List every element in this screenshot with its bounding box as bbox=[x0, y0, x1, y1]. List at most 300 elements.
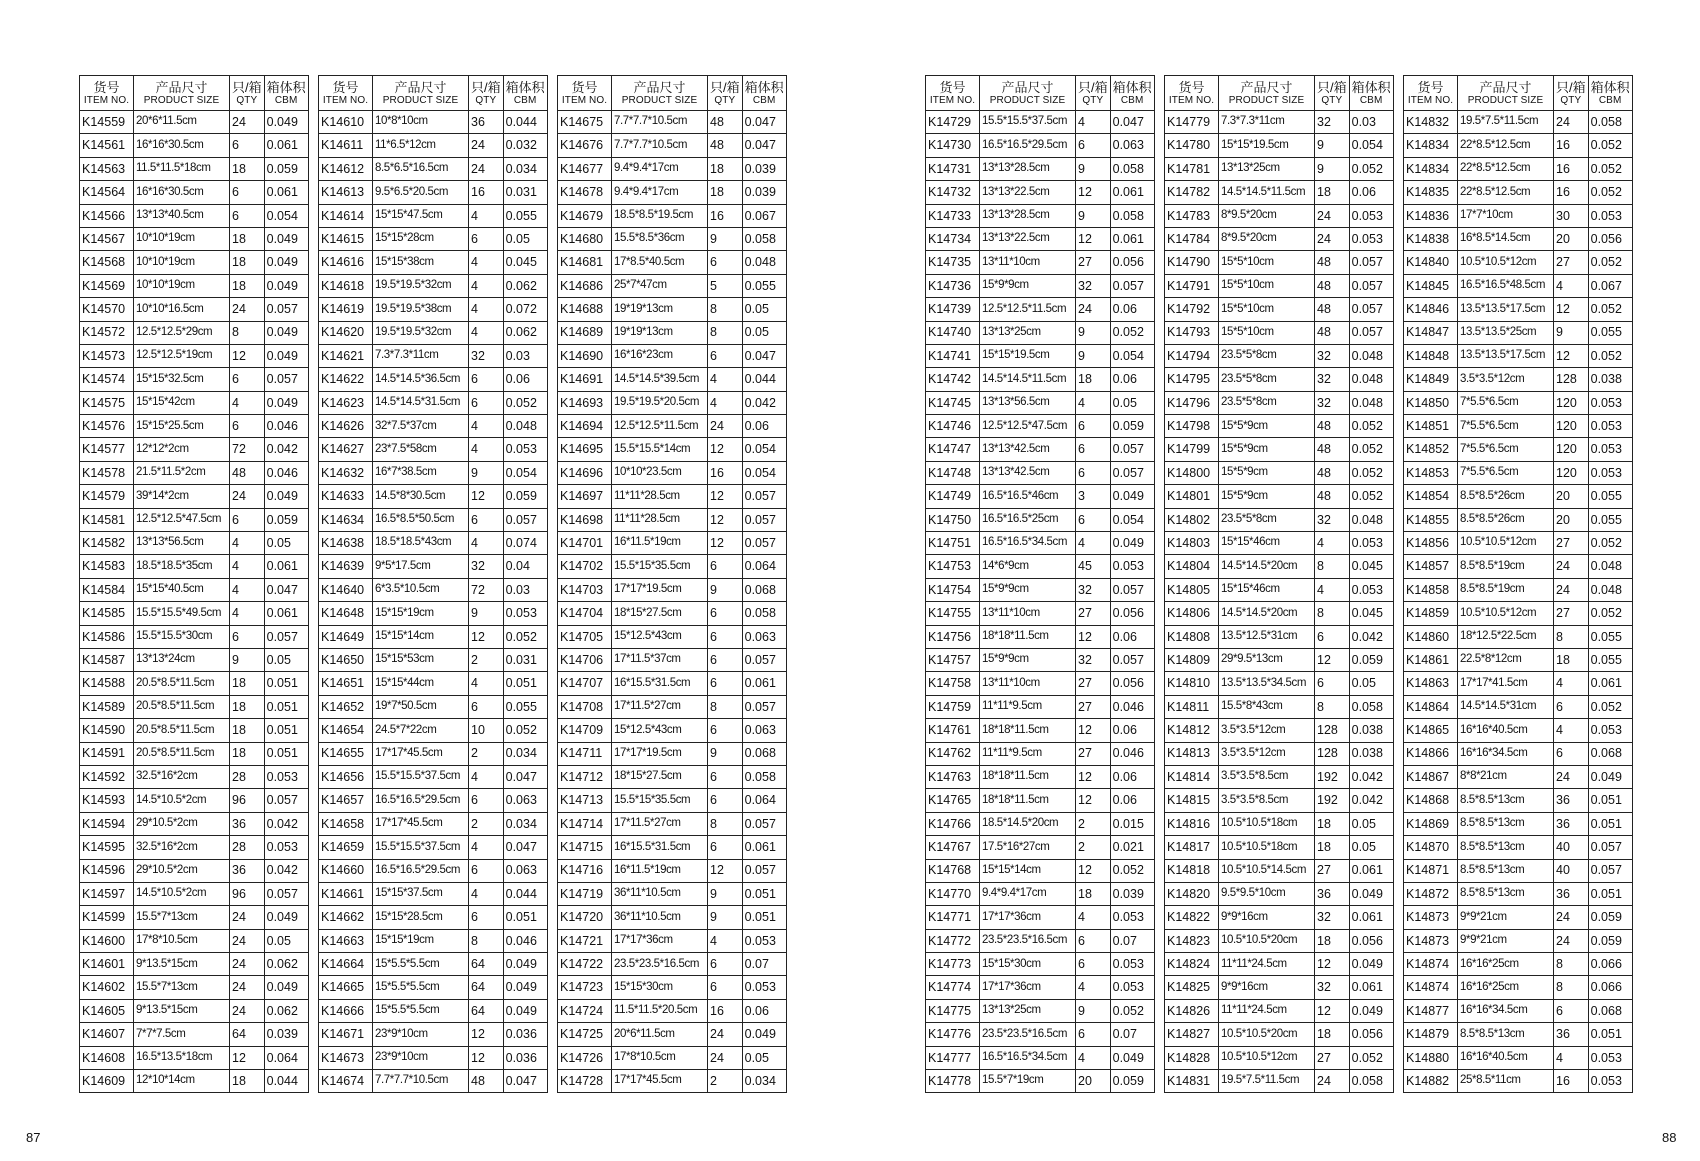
item-no-cell: K14696 bbox=[558, 461, 612, 484]
qty-cell: 6 bbox=[1076, 461, 1111, 484]
qty-cell: 27 bbox=[1076, 672, 1111, 695]
qty-header-zh: 只/箱 bbox=[710, 79, 740, 95]
item-no-cell: K14792 bbox=[1165, 298, 1219, 321]
table-row bbox=[319, 555, 548, 578]
table-row bbox=[319, 648, 548, 671]
cbm-header-zh: 箱体积 bbox=[266, 79, 306, 95]
product-size-cell: 10*10*23.5cm bbox=[612, 461, 708, 484]
cbm-cell: 0.053 bbox=[1110, 976, 1154, 999]
table-row bbox=[1404, 789, 1633, 812]
table-row bbox=[1165, 181, 1394, 204]
qty-cell: 32 bbox=[469, 344, 504, 367]
cbm-cell: 0.059 bbox=[264, 157, 308, 180]
table-row bbox=[1404, 906, 1633, 929]
item-no-cell: K14634 bbox=[319, 508, 373, 531]
cbm-cell: 0.039 bbox=[1110, 882, 1154, 905]
qty-cell: 4 bbox=[708, 368, 743, 391]
table-row bbox=[80, 602, 309, 625]
qty-cell: 18 bbox=[1315, 836, 1350, 859]
table-row bbox=[1165, 321, 1394, 344]
cbm-cell: 0.057 bbox=[742, 508, 786, 531]
table-row bbox=[558, 274, 787, 297]
qty-cell: 6 bbox=[1554, 742, 1589, 765]
cbm-cell: 0.059 bbox=[264, 508, 308, 531]
qty-cell: 4 bbox=[708, 391, 743, 414]
item-no-cell: K14775 bbox=[926, 999, 980, 1022]
product-size-cell: 16.5*16.5*29.5cm bbox=[373, 859, 469, 882]
product-size-cell: 12.5*12.5*11.5cm bbox=[612, 415, 708, 438]
qty-cell: 28 bbox=[230, 836, 265, 859]
product-size-cell: 14.5*14.5*39.5cm bbox=[612, 368, 708, 391]
product-size-cell: 17*11.5*27cm bbox=[612, 695, 708, 718]
cbm-cell: 0.044 bbox=[264, 1070, 308, 1093]
table-row bbox=[1404, 812, 1633, 835]
item-no-cell: K14590 bbox=[80, 719, 134, 742]
table-row bbox=[319, 508, 548, 531]
cbm-cell: 0.05 bbox=[742, 321, 786, 344]
table-row bbox=[926, 111, 1155, 134]
qty-cell: 2 bbox=[1076, 836, 1111, 859]
cbm-cell: 0.057 bbox=[742, 648, 786, 671]
cbm-cell: 0.046 bbox=[264, 415, 308, 438]
item-no-cell: K14593 bbox=[80, 789, 134, 812]
qty-cell: 9 bbox=[1554, 321, 1589, 344]
qty-cell: 18 bbox=[1076, 882, 1111, 905]
product-size-cell: 16*16*30.5cm bbox=[134, 181, 230, 204]
item-no-cell: K14709 bbox=[558, 719, 612, 742]
table-row bbox=[1404, 999, 1633, 1022]
cbm-cell: 0.034 bbox=[742, 1070, 786, 1093]
product-size-cell: 12.5*12.5*29cm bbox=[134, 321, 230, 344]
item-no-cell: K14648 bbox=[319, 602, 373, 625]
table-row bbox=[926, 1046, 1155, 1069]
product-size-cell: 15.5*15.5*37.5cm bbox=[373, 836, 469, 859]
item-no-cell: K14561 bbox=[80, 134, 134, 157]
item-no-cell: K14674 bbox=[319, 1070, 373, 1093]
cbm-cell: 0.056 bbox=[1588, 227, 1632, 250]
product-size-cell: 10.5*10.5*20cm bbox=[1219, 929, 1315, 952]
qty-cell: 48 bbox=[1315, 485, 1350, 508]
qty-cell: 2 bbox=[469, 742, 504, 765]
product-size-cell: 8.5*8.5*13cm bbox=[1458, 836, 1554, 859]
product-size-cell: 18*18*11.5cm bbox=[980, 719, 1076, 742]
qty-cell: 4 bbox=[230, 532, 265, 555]
qty-cell: 4 bbox=[469, 882, 504, 905]
cbm-cell: 0.056 bbox=[1349, 929, 1393, 952]
item-no-cell: K14575 bbox=[80, 391, 134, 414]
cbm-cell: 0.057 bbox=[742, 485, 786, 508]
product-size-cell: 15*5*10cm bbox=[1219, 321, 1315, 344]
qty-cell: 4 bbox=[1554, 1046, 1589, 1069]
cbm-cell: 0.047 bbox=[1110, 111, 1154, 134]
table-row bbox=[926, 742, 1155, 765]
table-row bbox=[1404, 344, 1633, 367]
qty-cell: 12 bbox=[708, 532, 743, 555]
cbm-cell: 0.036 bbox=[503, 1023, 547, 1046]
qty-cell: 12 bbox=[1076, 625, 1111, 648]
qty-cell: 48 bbox=[1315, 461, 1350, 484]
table-row bbox=[926, 812, 1155, 835]
qty-cell: 120 bbox=[1554, 438, 1589, 461]
product-size-cell: 15*15*30cm bbox=[980, 953, 1076, 976]
item-no-cell: K14803 bbox=[1165, 532, 1219, 555]
qty-cell: 36 bbox=[1554, 1023, 1589, 1046]
item-no-cell: K14697 bbox=[558, 485, 612, 508]
table-row bbox=[319, 157, 548, 180]
product-size-cell: 15.5*8.5*36cm bbox=[612, 227, 708, 250]
table-row bbox=[1165, 415, 1394, 438]
product-size-cell: 16*15.5*31.5cm bbox=[612, 672, 708, 695]
item-no-cell: K14801 bbox=[1165, 485, 1219, 508]
qty-cell: 18 bbox=[230, 695, 265, 718]
cbm-header-en: CBM bbox=[1359, 94, 1383, 106]
cbm-cell: 0.057 bbox=[742, 859, 786, 882]
item-no-cell: K14666 bbox=[319, 999, 373, 1022]
cbm-header bbox=[1349, 76, 1393, 111]
item-no-header-zh: 货号 bbox=[332, 79, 359, 95]
qty-cell: 18 bbox=[230, 157, 265, 180]
qty-cell: 18 bbox=[1315, 929, 1350, 952]
qty-cell: 6 bbox=[230, 415, 265, 438]
product-size-cell: 21.5*11.5*2cm bbox=[134, 461, 230, 484]
product-size-cell: 9*9*21cm bbox=[1458, 906, 1554, 929]
qty-cell: 128 bbox=[1315, 742, 1350, 765]
item-no-cell: K14579 bbox=[80, 485, 134, 508]
item-no-cell: K14847 bbox=[1404, 321, 1458, 344]
table-row bbox=[926, 555, 1155, 578]
product-size-cell: 29*10.5*2cm bbox=[134, 859, 230, 882]
qty-cell: 16 bbox=[469, 181, 504, 204]
cbm-cell: 0.045 bbox=[1349, 602, 1393, 625]
qty-cell: 12 bbox=[1076, 719, 1111, 742]
item-no-cell: K14816 bbox=[1165, 812, 1219, 835]
table-row bbox=[926, 859, 1155, 882]
table-row bbox=[1404, 485, 1633, 508]
item-no-header bbox=[926, 76, 980, 111]
table-row bbox=[1404, 1023, 1633, 1046]
product-size-cell: 15*5.5*5.5cm bbox=[373, 999, 469, 1022]
item-no-cell: K14757 bbox=[926, 648, 980, 671]
item-no-cell: K14673 bbox=[319, 1046, 373, 1069]
item-no-cell: K14651 bbox=[319, 672, 373, 695]
table-row bbox=[1404, 532, 1633, 555]
product-size-cell: 17*17*19.5cm bbox=[612, 578, 708, 601]
table-row bbox=[558, 742, 787, 765]
product-size-cell: 7.7*7.7*10.5cm bbox=[612, 111, 708, 134]
product-size-cell: 10*8*10cm bbox=[373, 111, 469, 134]
qty-cell: 24 bbox=[1554, 555, 1589, 578]
product-size-cell: 16.5*16.5*29.5cm bbox=[373, 789, 469, 812]
item-no-cell: K14708 bbox=[558, 695, 612, 718]
table-row bbox=[319, 882, 548, 905]
item-no-cell: K14733 bbox=[926, 204, 980, 227]
qty-header bbox=[708, 76, 743, 111]
qty-cell: 48 bbox=[1315, 321, 1350, 344]
table-row bbox=[926, 415, 1155, 438]
cbm-cell: 0.049 bbox=[1110, 532, 1154, 555]
table-row bbox=[926, 672, 1155, 695]
cbm-cell: 0.066 bbox=[1588, 953, 1632, 976]
cbm-cell: 0.057 bbox=[1349, 274, 1393, 297]
table-row bbox=[1165, 532, 1394, 555]
item-no-cell: K14721 bbox=[558, 929, 612, 952]
qty-cell: 48 bbox=[1315, 438, 1350, 461]
product-size-cell: 9*9*16cm bbox=[1219, 906, 1315, 929]
product-size-cell: 15*5*9cm bbox=[1219, 415, 1315, 438]
item-no-cell: K14742 bbox=[926, 368, 980, 391]
item-no-header-en: ITEM NO. bbox=[561, 94, 608, 106]
product-size-cell: 9*9*21cm bbox=[1458, 929, 1554, 952]
table-row bbox=[558, 719, 787, 742]
cbm-cell: 0.062 bbox=[264, 999, 308, 1022]
product-size-cell: 19.5*19.5*32cm bbox=[373, 321, 469, 344]
qty-cell: 192 bbox=[1315, 765, 1350, 788]
table-row bbox=[926, 508, 1155, 531]
item-no-cell: K14781 bbox=[1165, 157, 1219, 180]
cbm-cell: 0.049 bbox=[264, 391, 308, 414]
product-size-cell: 13*13*25cm bbox=[980, 321, 1076, 344]
product-size-cell: 15*15*14cm bbox=[373, 625, 469, 648]
table-row bbox=[80, 134, 309, 157]
product-size-cell: 13*13*56.5cm bbox=[980, 391, 1076, 414]
product-size-cell: 9*9*16cm bbox=[1219, 976, 1315, 999]
cbm-cell: 0.054 bbox=[1110, 344, 1154, 367]
qty-cell: 18 bbox=[1076, 368, 1111, 391]
table-row bbox=[926, 391, 1155, 414]
product-size-cell: 18*18*11.5cm bbox=[980, 625, 1076, 648]
product-size-cell: 16.5*16.5*46cm bbox=[980, 485, 1076, 508]
qty-cell: 9 bbox=[1076, 157, 1111, 180]
item-no-cell: K14762 bbox=[926, 742, 980, 765]
table-row bbox=[1404, 719, 1633, 742]
item-no-header-zh: 货号 bbox=[571, 79, 598, 95]
qty-cell: 12 bbox=[708, 438, 743, 461]
item-no-cell: K14836 bbox=[1404, 204, 1458, 227]
product-size-cell: 18.5*18.5*35cm bbox=[134, 555, 230, 578]
qty-cell: 4 bbox=[469, 204, 504, 227]
cbm-cell: 0.052 bbox=[1588, 602, 1632, 625]
product-size-cell: 17*17*45.5cm bbox=[373, 742, 469, 765]
item-no-cell: K14749 bbox=[926, 485, 980, 508]
product-size-cell: 18*18*11.5cm bbox=[980, 789, 1076, 812]
cbm-header-zh: 箱体积 bbox=[744, 79, 784, 95]
table-row bbox=[1165, 859, 1394, 882]
product-size-cell: 17*8.5*40.5cm bbox=[612, 251, 708, 274]
item-no-cell: K14713 bbox=[558, 789, 612, 812]
qty-cell: 4 bbox=[469, 251, 504, 274]
cbm-cell: 0.057 bbox=[1110, 578, 1154, 601]
qty-cell: 27 bbox=[1076, 602, 1111, 625]
table-row bbox=[319, 204, 548, 227]
qty-header-zh: 只/箱 bbox=[1317, 79, 1347, 95]
qty-cell: 24 bbox=[230, 298, 265, 321]
table-row bbox=[80, 859, 309, 882]
qty-cell: 128 bbox=[1315, 719, 1350, 742]
product-size-cell: 13*13*22.5cm bbox=[980, 181, 1076, 204]
item-no-cell: K14745 bbox=[926, 391, 980, 414]
cbm-cell: 0.051 bbox=[1588, 789, 1632, 812]
product-size-cell: 8*9.5*20cm bbox=[1219, 204, 1315, 227]
qty-header-zh: 只/箱 bbox=[1556, 79, 1586, 95]
cbm-cell: 0.039 bbox=[742, 157, 786, 180]
qty-cell: 18 bbox=[708, 181, 743, 204]
product-size-cell: 11.5*11.5*20.5cm bbox=[612, 999, 708, 1022]
qty-cell: 36 bbox=[230, 859, 265, 882]
table-row bbox=[926, 204, 1155, 227]
qty-cell: 128 bbox=[1554, 368, 1589, 391]
cbm-cell: 0.054 bbox=[742, 461, 786, 484]
qty-cell: 32 bbox=[469, 555, 504, 578]
product-size-cell: 9*13.5*15cm bbox=[134, 999, 230, 1022]
product-size-cell: 17*11.5*37cm bbox=[612, 648, 708, 671]
item-no-cell: K14626 bbox=[319, 415, 373, 438]
product-table-2 bbox=[318, 75, 548, 1093]
product-size-cell: 11.5*11.5*18cm bbox=[134, 157, 230, 180]
table-row bbox=[80, 251, 309, 274]
qty-cell: 12 bbox=[1554, 344, 1589, 367]
qty-cell: 4 bbox=[469, 672, 504, 695]
product-size-cell: 8.5*8.5*19cm bbox=[1458, 555, 1554, 578]
table-row bbox=[319, 251, 548, 274]
product-size-cell: 8.5*8.5*19cm bbox=[1458, 578, 1554, 601]
cbm-cell: 0.06 bbox=[1110, 719, 1154, 742]
product-size-cell: 18*15*27.5cm bbox=[612, 602, 708, 625]
qty-cell: 6 bbox=[708, 953, 743, 976]
qty-cell: 2 bbox=[469, 648, 504, 671]
table-row bbox=[1404, 672, 1633, 695]
qty-cell: 6 bbox=[230, 625, 265, 648]
product-size-cell: 15*12.5*43cm bbox=[612, 625, 708, 648]
qty-cell: 18 bbox=[230, 227, 265, 250]
table-row bbox=[558, 976, 787, 999]
qty-cell: 24 bbox=[469, 134, 504, 157]
qty-cell: 96 bbox=[230, 789, 265, 812]
cbm-cell: 0.057 bbox=[264, 789, 308, 812]
product-size-cell: 20*6*11.5cm bbox=[612, 1023, 708, 1046]
table-row bbox=[80, 298, 309, 321]
item-no-cell: K14584 bbox=[80, 578, 134, 601]
cbm-cell: 0.062 bbox=[503, 321, 547, 344]
table-row bbox=[1165, 485, 1394, 508]
product-size-cell: 20.5*8.5*11.5cm bbox=[134, 695, 230, 718]
cbm-cell: 0.052 bbox=[503, 719, 547, 742]
item-no-cell: K14577 bbox=[80, 438, 134, 461]
item-no-cell: K14855 bbox=[1404, 508, 1458, 531]
table-row bbox=[80, 555, 309, 578]
qty-cell: 36 bbox=[1315, 882, 1350, 905]
table-row bbox=[1165, 111, 1394, 134]
product-size-cell: 16.5*8.5*50.5cm bbox=[373, 508, 469, 531]
qty-cell: 9 bbox=[1076, 344, 1111, 367]
item-no-cell: K14825 bbox=[1165, 976, 1219, 999]
item-no-cell: K14675 bbox=[558, 111, 612, 134]
qty-cell: 48 bbox=[708, 111, 743, 134]
item-no-cell: K14599 bbox=[80, 906, 134, 929]
header-row bbox=[926, 76, 1155, 111]
table-row bbox=[80, 976, 309, 999]
item-no-cell: K14594 bbox=[80, 812, 134, 835]
item-no-cell: K14715 bbox=[558, 836, 612, 859]
table-row bbox=[1404, 1070, 1633, 1093]
cbm-cell: 0.05 bbox=[1349, 672, 1393, 695]
cbm-cell: 0.063 bbox=[503, 789, 547, 812]
table-row bbox=[1165, 344, 1394, 367]
item-no-cell: K14879 bbox=[1404, 1023, 1458, 1046]
table-row bbox=[926, 532, 1155, 555]
qty-cell: 4 bbox=[469, 415, 504, 438]
qty-cell: 4 bbox=[1554, 719, 1589, 742]
item-no-cell: K14805 bbox=[1165, 578, 1219, 601]
cbm-cell: 0.05 bbox=[503, 227, 547, 250]
qty-cell: 4 bbox=[1554, 672, 1589, 695]
product-size-cell: 39*14*2cm bbox=[134, 485, 230, 508]
product-size-cell: 16.5*16.5*25cm bbox=[980, 508, 1076, 531]
table-row bbox=[558, 836, 787, 859]
cbm-cell: 0.044 bbox=[503, 882, 547, 905]
item-no-cell: K14664 bbox=[319, 953, 373, 976]
cbm-cell: 0.047 bbox=[742, 111, 786, 134]
product-size-cell: 11*11*24.5cm bbox=[1219, 953, 1315, 976]
cbm-cell: 0.038 bbox=[1349, 719, 1393, 742]
cbm-cell: 0.058 bbox=[742, 765, 786, 788]
cbm-cell: 0.059 bbox=[503, 485, 547, 508]
product-size-cell: 7*5.5*6.5cm bbox=[1458, 415, 1554, 438]
table-row bbox=[80, 461, 309, 484]
cbm-header bbox=[742, 76, 786, 111]
cbm-cell: 0.057 bbox=[264, 368, 308, 391]
product-size-cell: 7.3*7.3*11cm bbox=[1219, 111, 1315, 134]
product-size-cell: 32.5*16*2cm bbox=[134, 836, 230, 859]
product-size-cell: 17*17*41.5cm bbox=[1458, 672, 1554, 695]
qty-cell: 24 bbox=[708, 1023, 743, 1046]
cbm-cell: 0.049 bbox=[264, 906, 308, 929]
cbm-cell: 0.052 bbox=[1588, 251, 1632, 274]
item-no-header-zh: 货号 bbox=[93, 79, 120, 95]
cbm-cell: 0.05 bbox=[264, 532, 308, 555]
qty-cell: 8 bbox=[708, 695, 743, 718]
cbm-cell: 0.051 bbox=[503, 906, 547, 929]
cbm-cell: 0.059 bbox=[1588, 929, 1632, 952]
cbm-cell: 0.063 bbox=[742, 719, 786, 742]
table-row bbox=[558, 321, 787, 344]
qty-cell: 8 bbox=[708, 321, 743, 344]
cbm-cell: 0.063 bbox=[742, 625, 786, 648]
table-row bbox=[319, 344, 548, 367]
cbm-cell: 0.055 bbox=[1588, 485, 1632, 508]
product-size-cell: 15*15*32.5cm bbox=[134, 368, 230, 391]
item-no-cell: K14776 bbox=[926, 1023, 980, 1046]
table-row bbox=[1165, 251, 1394, 274]
table-row bbox=[1165, 648, 1394, 671]
product-size-cell: 15*15*30cm bbox=[612, 976, 708, 999]
item-no-cell: K14854 bbox=[1404, 485, 1458, 508]
item-no-cell: K14779 bbox=[1165, 111, 1219, 134]
product-size-cell: 3.5*3.5*8.5cm bbox=[1219, 765, 1315, 788]
product-size-cell: 15.5*15.5*14cm bbox=[612, 438, 708, 461]
table-row bbox=[80, 812, 309, 835]
qty-cell: 6 bbox=[469, 695, 504, 718]
item-no-cell: K14728 bbox=[558, 1070, 612, 1093]
table-row bbox=[1165, 555, 1394, 578]
table-row bbox=[80, 157, 309, 180]
table-row bbox=[926, 976, 1155, 999]
table-row bbox=[80, 368, 309, 391]
cbm-cell: 0.049 bbox=[742, 1023, 786, 1046]
item-no-header-en: ITEM NO. bbox=[929, 94, 976, 106]
product-size-cell: 14*6*9cm bbox=[980, 555, 1076, 578]
item-no-cell: K14780 bbox=[1165, 134, 1219, 157]
cbm-cell: 0.051 bbox=[264, 719, 308, 742]
